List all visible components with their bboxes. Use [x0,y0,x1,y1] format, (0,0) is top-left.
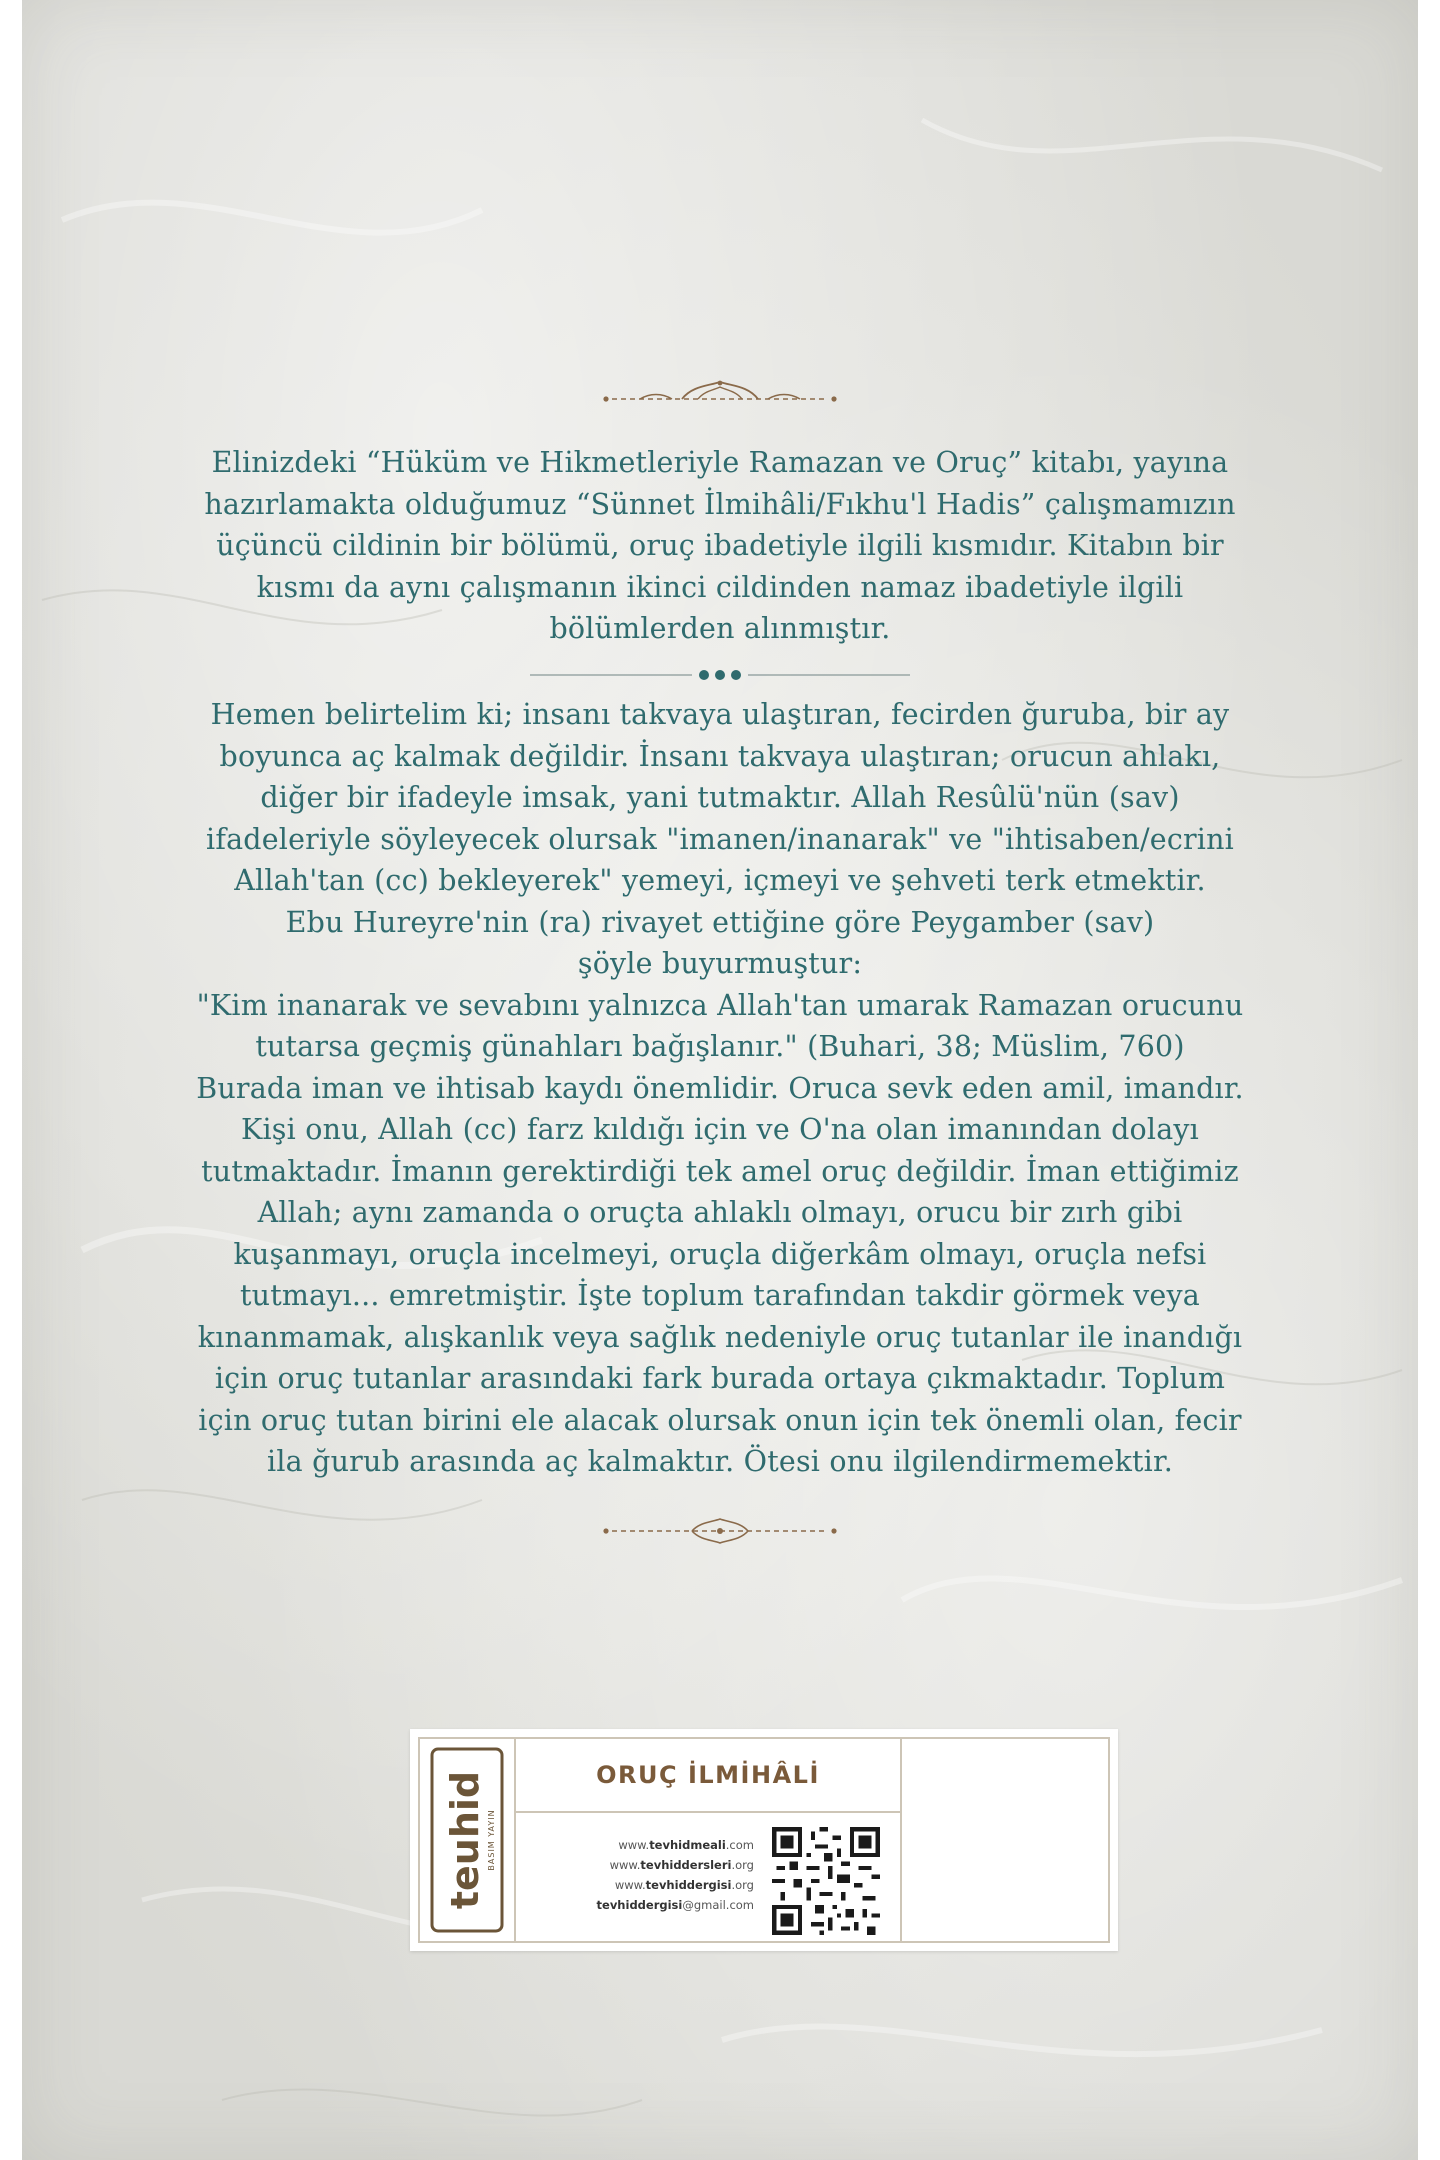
publisher-label-frame [418,1737,1110,1943]
publisher-logo-subtext: BASIM YAYIN [487,1809,496,1871]
website-link[interactable]: www.tevhidmeali.com [618,1838,754,1852]
text-line: Kişi onu, Allah (cc) farz kıldığı için ve O'na olan imanından dolayı [241,1113,1199,1146]
text-line: tutmaktadır. İmanın gerektirdiği tek amel oruç değildir. İman ettiğimiz [201,1154,1239,1188]
publisher-label [410,1729,1118,1951]
book-info-cell [516,1739,902,1941]
text-line: tutmayı... emretmiştir. İşte toplum tarafından takdir görmek veya [240,1279,1200,1312]
text-line: için oruç tutan birini ele alacak olursak onun için tek önemli olan, fecir [198,1403,1242,1437]
text-line: ifadeleriyle söyleyecek olursak "imanen/inanarak" ve "ihtisaben/ecrini [206,822,1234,856]
hadith-quote-line: "Kim inanarak ve sevabını yalnızca Allah'tan umarak Ramazan orucunu [196,988,1244,1022]
text-line: Burada iman ve ihtisab kaydı önemlidir. Oruca sevk eden amil, imandır. [196,1071,1244,1105]
paragraph-intro [172,442,1268,650]
paragraph-main [172,694,1268,1483]
text-line: Allah; aynı zamanda o oruçta ahlaklı olmayı, orucu bir zırh gibi [257,1196,1183,1229]
text-line: Ebu Hureyre'nin (ra) rivayet ettiğine göre Peygamber (sav) [285,905,1155,939]
website-link[interactable]: www.tevhiddersleri.org [609,1858,754,1872]
text-line: ila ğurub arasında aç kalmaktır. Ötesi onu ilgilendirmemektir. [267,1445,1173,1478]
text-line: diğer bir ifadeyle imsak, yani tutmaktır. Allah Resûlü'nün (sav) [260,781,1180,814]
website-link[interactable]: www.tevhiddergisi.org [614,1878,754,1892]
text-line: Hemen belirtelim ki; insanı takvaya ulaştıran, fecirden ğuruba, bir ay [210,698,1230,731]
book-title: ORUÇ İLMİHÂLİ [516,1739,900,1813]
publisher-logo-cell [420,1739,516,1941]
email-link[interactable]: tevhiddergisi@gmail.com [596,1898,754,1912]
ornament-divider-bottom [600,1516,840,1546]
text-line: üçüncü cildinin bir bölümü, oruç ibadetiyle ilgili kısmıdır. Kitabın bir [216,529,1224,562]
text-line: boyunca aç kalmak değildir. İnsanı takvaya ulaştıran; orucun ahlakı, [219,739,1221,773]
ornament-divider-middle [530,664,910,686]
text-line: Allah'tan (cc) bekleyerek" yemeyi, içmeyi ve şehveti terk etmektir. [234,864,1206,897]
publisher-logo-text: teuhid [443,1770,487,1910]
text-line: kısmı da aynı çalışmanın ikinci cildinden namaz ibadetiyle ilgili [256,570,1184,604]
text-line: için oruç tutanlar arasındaki fark burada ortaya çıkmaktadır. Toplum [214,1362,1226,1395]
barcode-area-blank [902,1739,1108,1941]
text-line: hazırlamakta olduğumuz “Sünnet İlmihâli/Fıkhu'l Hadis” çalışmamızın [204,487,1236,521]
text-line: şöyle buyurmuştur: [577,947,863,980]
website-links [532,1835,754,1915]
text-line: kınanmamak, alışkanlık veya sağlık nedeniyle oruç tutanlar ile inandığı [197,1320,1243,1354]
back-cover [22,0,1418,2160]
text-line: Elinizdeki “Hüküm ve Hikmetleriyle Ramazan ve Oruç” kitabı, yayına [211,446,1229,479]
text-line: kuşanmayı, oruçla incelmeyi, oruçla diğerkâm olmayı, oruçla nefsi [233,1237,1207,1271]
text-line: bölümlerden alınmıştır. [549,612,891,645]
qr-code[interactable] [772,1827,880,1935]
ornament-divider-top [600,378,840,408]
publisher-logo [420,1739,514,1941]
hadith-quote-line: tutarsa geçmiş günahları bağışlanır." (Buhari, 38; Müslim, 760) [255,1030,1185,1063]
